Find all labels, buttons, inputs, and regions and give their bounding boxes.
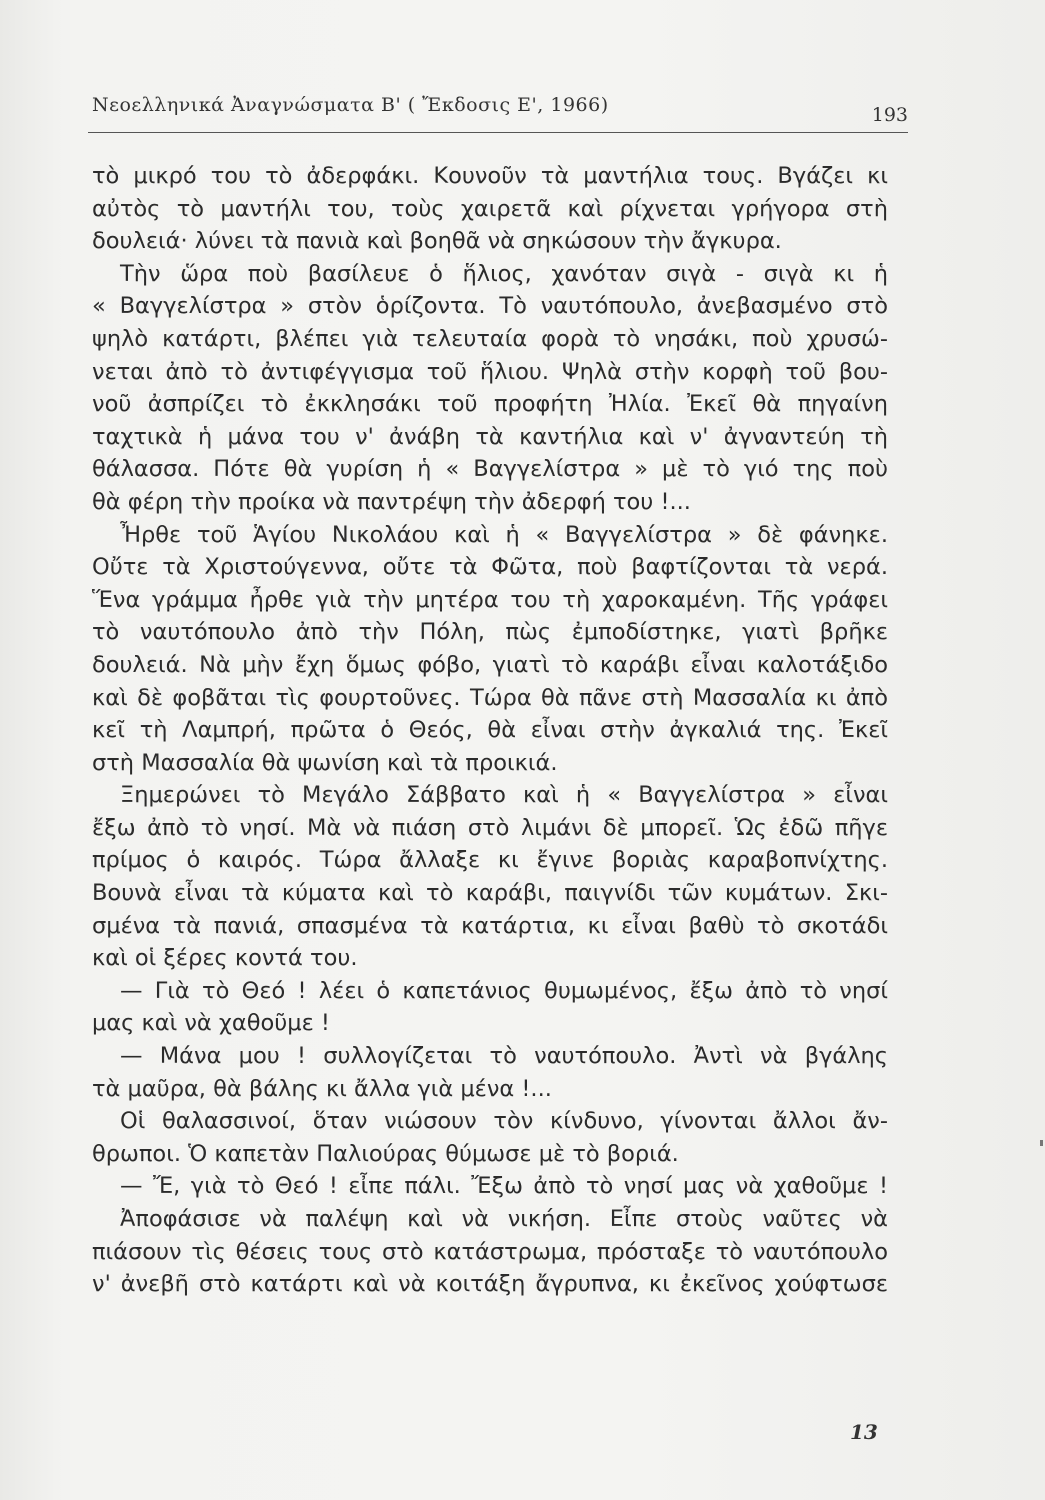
- running-head: [88, 92, 908, 133]
- text-line: θρωποι. Ὁ καπετὰν Παλιούρας θύμωσε μὲ τὸ βοριά.: [92, 1140, 679, 1167]
- text-line: — Ἔ, γιὰ τὸ Θεό ! εἶπε πάλι. Ἔξω ἀπὸ τὸ νησί μας νὰ χαθοῦμε !: [120, 1173, 888, 1200]
- margin-speck: [1040, 1140, 1043, 1146]
- text-line: νεται ἀπὸ τὸ ἀντιφέγγισμα τοῦ ἥλιου. Ψηλὰ στὴν κορφὴ τοῦ βου-: [92, 358, 888, 385]
- text-line: Βουνὰ εἶναι τὰ κύματα καὶ τὸ καράβι, παιγνίδι τῶν κυμάτων. Σκι-: [92, 880, 888, 907]
- page-number: 193: [871, 104, 908, 126]
- text-line: στὴ Μασσαλία θὰ ψωνίση καὶ τὰ προικιά.: [92, 749, 558, 776]
- body-text: [92, 160, 888, 1301]
- signature-mark: 13: [850, 1420, 878, 1444]
- text-line: Ξημερώνει τὸ Μεγάλο Σάββατο καὶ ἡ « Βαγγελίστρα » εἶναι: [120, 782, 888, 809]
- text-line: δουλειά· λύνει τὰ πανιὰ καὶ βοηθᾶ νὰ σηκώσουν τὴν ἄγκυρα.: [92, 228, 782, 255]
- text-line: Τὴν ὥρα ποὺ βασίλευε ὁ ἥλιος, χανόταν σιγὰ - σιγὰ κι ἡ: [120, 260, 888, 287]
- text-line: καὶ οἱ ξέρες κοντά του.: [92, 945, 358, 972]
- running-head-title: Νεοελληνικά Ἀναγνώσματα Β' ( Ἔκδοσις Ε', 1966): [92, 94, 609, 116]
- text-line: ψηλὸ κατάρτι, βλέπει γιὰ τελευταία φορὰ τὸ νησάκι, ποὺ χρυσώ-: [92, 325, 888, 352]
- text-line: ἔξω ἀπὸ τὸ νησί. Μὰ νὰ πιάση στὸ λιμάνι δὲ μπορεῖ. Ὡς ἐδῶ πῆγε: [92, 814, 888, 841]
- text-line: τὰ μαῦρα, θὰ βάλης κι ἄλλα γιὰ μένα !...: [92, 1075, 552, 1102]
- text-line: σμένα τὰ πανιά, σπασμένα τὰ κατάρτια, κι εἶναι βαθὺ τὸ σκοτάδι: [92, 912, 888, 939]
- text-line: μας καὶ νὰ χαθοῦμε !: [92, 1010, 330, 1037]
- text-line: πιάσουν τὶς θέσεις τους στὸ κατάστρωμα, πρόσταξε τὸ ναυτόπουλο: [92, 1238, 888, 1265]
- text-line: νοῦ ἀσπρίζει τὸ ἐκκλησάκι τοῦ προφήτη Ἠλία. Ἐκεῖ θὰ πηγαίνη: [92, 391, 888, 418]
- text-line: Οἱ θαλασσινοί, ὅταν νιώσουν τὸν κίνδυνο, γίνονται ἄλλοι ἄν-: [120, 1108, 888, 1135]
- text-line: Οὔτε τὰ Χριστούγεννα, οὔτε τὰ Φῶτα, ποὺ βαφτίζονται τὰ νερά.: [92, 554, 888, 581]
- text-line: τὸ μικρό του τὸ ἀδερφάκι. Κουνοῦν τὰ μαντήλια τους. Βγάζει κι: [92, 163, 888, 189]
- text-line: πρίμος ὁ καιρός. Τώρα ἄλλαξε κι ἔγινε βοριὰς καραβοπνίχτης.: [92, 847, 888, 874]
- text-line: αὐτὸς τὸ μαντήλι του, τοὺς χαιρετᾶ καὶ ρίχνεται γρήγορα στὴ: [92, 195, 888, 222]
- text-line: καὶ δὲ φοβᾶται τὶς φουρτοῦνες. Τώρα θὰ πᾶνε στὴ Μασσαλία κι ἀπὸ: [92, 684, 888, 711]
- text-line: ταχτικὰ ἡ μάνα του ν' ἀνάβη τὰ καντήλια καὶ ν' ἀγναντεύη τὴ: [92, 423, 888, 450]
- text-line: — Γιὰ τὸ Θεό ! λέει ὁ καπετάνιος θυμωμένος, ἔξω ἀπὸ τὸ νησί: [120, 977, 888, 1004]
- text-line: τὸ ναυτόπουλο ἀπὸ τὴν Πόλη, πὼς ἐμποδίστηκε, γιατὶ βρῆκε: [92, 619, 888, 646]
- text-line: θὰ φέρη τὴν προίκα νὰ παντρέψη τὴν ἀδερφή του !...: [92, 488, 691, 515]
- text-line: δουλειά. Νὰ μὴν ἔχη ὅμως φόβο, γιατὶ τὸ καράβι εἶναι καλοτάξιδο: [92, 651, 888, 678]
- text-line: « Βαγγελίστρα » στὸν ὁρίζοντα. Τὸ ναυτόπουλο, ἀνεβασμένο στὸ: [92, 293, 888, 320]
- text-line: ν' ἀνεβῆ στὸ κατάρτι καὶ νὰ κοιτάξη ἄγρυπνα, κι ἐκεῖνος χούφτωσε: [92, 1271, 888, 1298]
- text-line: Ἀποφάσισε νὰ παλέψη καὶ νὰ νικήση. Εἶπε στοὺς ναῦτες νὰ: [120, 1206, 888, 1232]
- text-line: Ἦρθε τοῦ Ἁγίου Νικολάου καὶ ἡ « Βαγγελίστρα » δὲ φάνηκε.: [120, 521, 888, 548]
- text-line: θάλασσα. Πότε θὰ γυρίση ἡ « Βαγγελίστρα » μὲ τὸ γιό της ποὺ: [92, 456, 888, 483]
- text-line: Ἕνα γράμμα ἦρθε γιὰ τὴν μητέρα του τὴ χαροκαμένη. Τῆς γράφει: [92, 586, 888, 613]
- text-line: κεῖ τὴ Λαμπρή, πρῶτα ὁ Θεός, θὰ εἶναι στὴν ἀγκαλιά της. Ἐκεῖ: [92, 717, 888, 744]
- text-line: — Μάνα μου ! συλλογίζεται τὸ ναυτόπουλο. Ἀντὶ νὰ βγάλης: [120, 1043, 888, 1070]
